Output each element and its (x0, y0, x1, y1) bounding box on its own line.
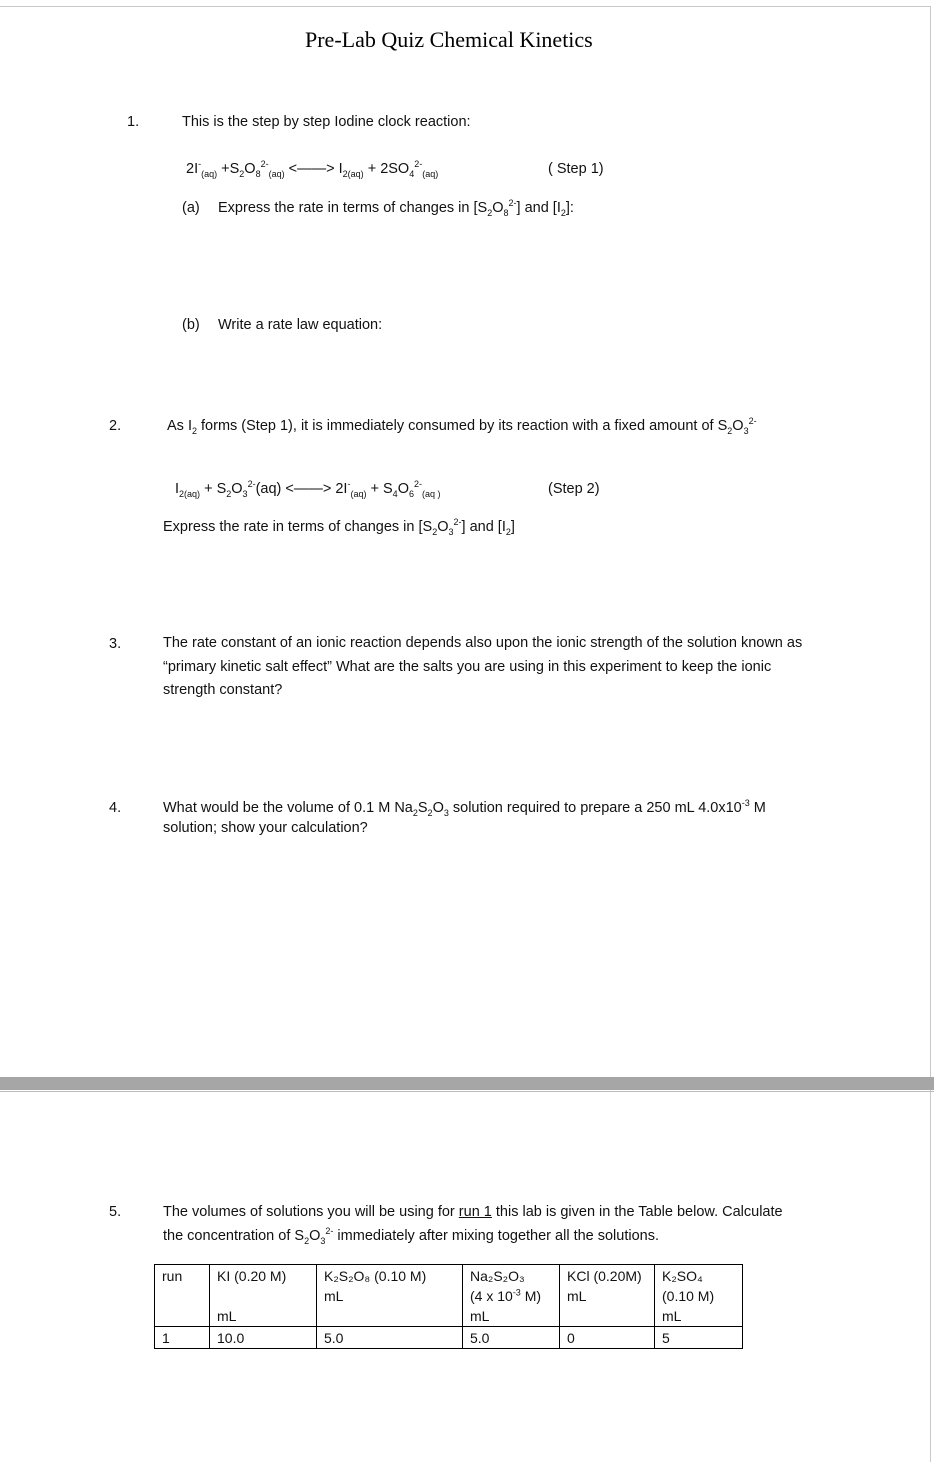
header-cell-k2s2o8: K₂S₂O₈ (0.10 M) mL (317, 1265, 463, 1327)
header-cell-kcl: KCl (0.20M) mL (560, 1265, 655, 1327)
question-3-text: The rate constant of an ionic reaction depends also upon the ionic strength of the solution known as “primary kinetic salt effect” What are the salts you are using in this experiment to keep the ionic strength constant? (163, 635, 803, 698)
question-2-text: As $I_2$ forms (Step 1), it is immediately consumed by its reaction with a fixed amount of $S_2O_3^{2-}$ (167, 416, 757, 436)
table-cell: 10.0 (210, 1327, 317, 1349)
question-1a-label: (a) (182, 200, 200, 216)
table-header-row (155, 1265, 743, 1327)
run-1-underlined: run 1 (458, 1204, 492, 1220)
page-title: Pre-Lab Quiz Chemical Kinetics (305, 27, 593, 52)
table-row (155, 1327, 743, 1349)
page-break-band (0, 1077, 934, 1090)
solutions-table (154, 1264, 743, 1349)
reaction-step-2: $I_{2(aq)} + S_2O_3^{2-}(aq)$ <——> $2I^-_{(aq)} + S_4O_6^{2-}_{(aq )}$ (175, 479, 441, 499)
question-5-number: 5. (109, 1204, 122, 1220)
question-4-text-line-1: What would be the volume of 0.1 M $Na_2S_2O_3$ solution required to prepare a 250 mL $4.0x10^{-3}$ M (163, 798, 766, 818)
step-1-label: ( Step 1) (548, 161, 604, 177)
table-cell: 1 (155, 1327, 210, 1349)
header-cell-na2s2o3: Na₂S₂O₃ (4 x $10^{-3}$ M) mL (463, 1265, 560, 1327)
question-3-number: 3. (109, 636, 122, 652)
question-1a-text: Express the rate in terms of changes in $[S_2O_8^{2-}]$ and $[I_2]$: (218, 198, 574, 218)
page-border-right (930, 6, 931, 1462)
header-cell-ki: KI (0.20 M) mL (210, 1265, 317, 1327)
header-cell-k2so4: K₂SO₄ (0.10 M) mL (655, 1265, 743, 1327)
step-2-label: (Step 2) (548, 481, 600, 497)
page-border-top (0, 6, 930, 7)
question-1-number: 1. (127, 114, 140, 130)
question-5-text-line-2: the concentration of $S_2O_3^{2-}$ immediately after mixing together all the solutions. (163, 1226, 660, 1246)
question-1b-text: Write a rate law equation: (218, 317, 383, 333)
reaction-step-1: $2I^-_{(aq)} +S_2O_8^{2-}_{(aq)}$ <——> $I_{2(aq)} + 2SO_4^{2-}_{(aq)}$ (186, 159, 439, 179)
question-5-text-line-1: The volumes of solutions you will be using for run 1 this lab is given in the Table below. Calculate (163, 1204, 783, 1220)
table-cell: 5.0 (317, 1327, 463, 1349)
page-break-line (0, 1091, 934, 1092)
table-cell: 5 (655, 1327, 743, 1349)
table-cell: 5.0 (463, 1327, 560, 1349)
header-cell-run: run (155, 1265, 210, 1327)
question-4-number: 4. (109, 800, 122, 816)
question-2-number: 2. (109, 418, 122, 434)
question-2-express-text: Express the rate in terms of changes in $[S_2O_3^{2-}]$ and $[I_2]$ (163, 517, 515, 537)
table-cell: 0 (560, 1327, 655, 1349)
question-4-text-line-2: solution; show your calculation? (163, 820, 368, 836)
question-1b-label: (b) (182, 317, 200, 333)
question-1-intro: This is the step by step Iodine clock reaction: (182, 114, 471, 130)
